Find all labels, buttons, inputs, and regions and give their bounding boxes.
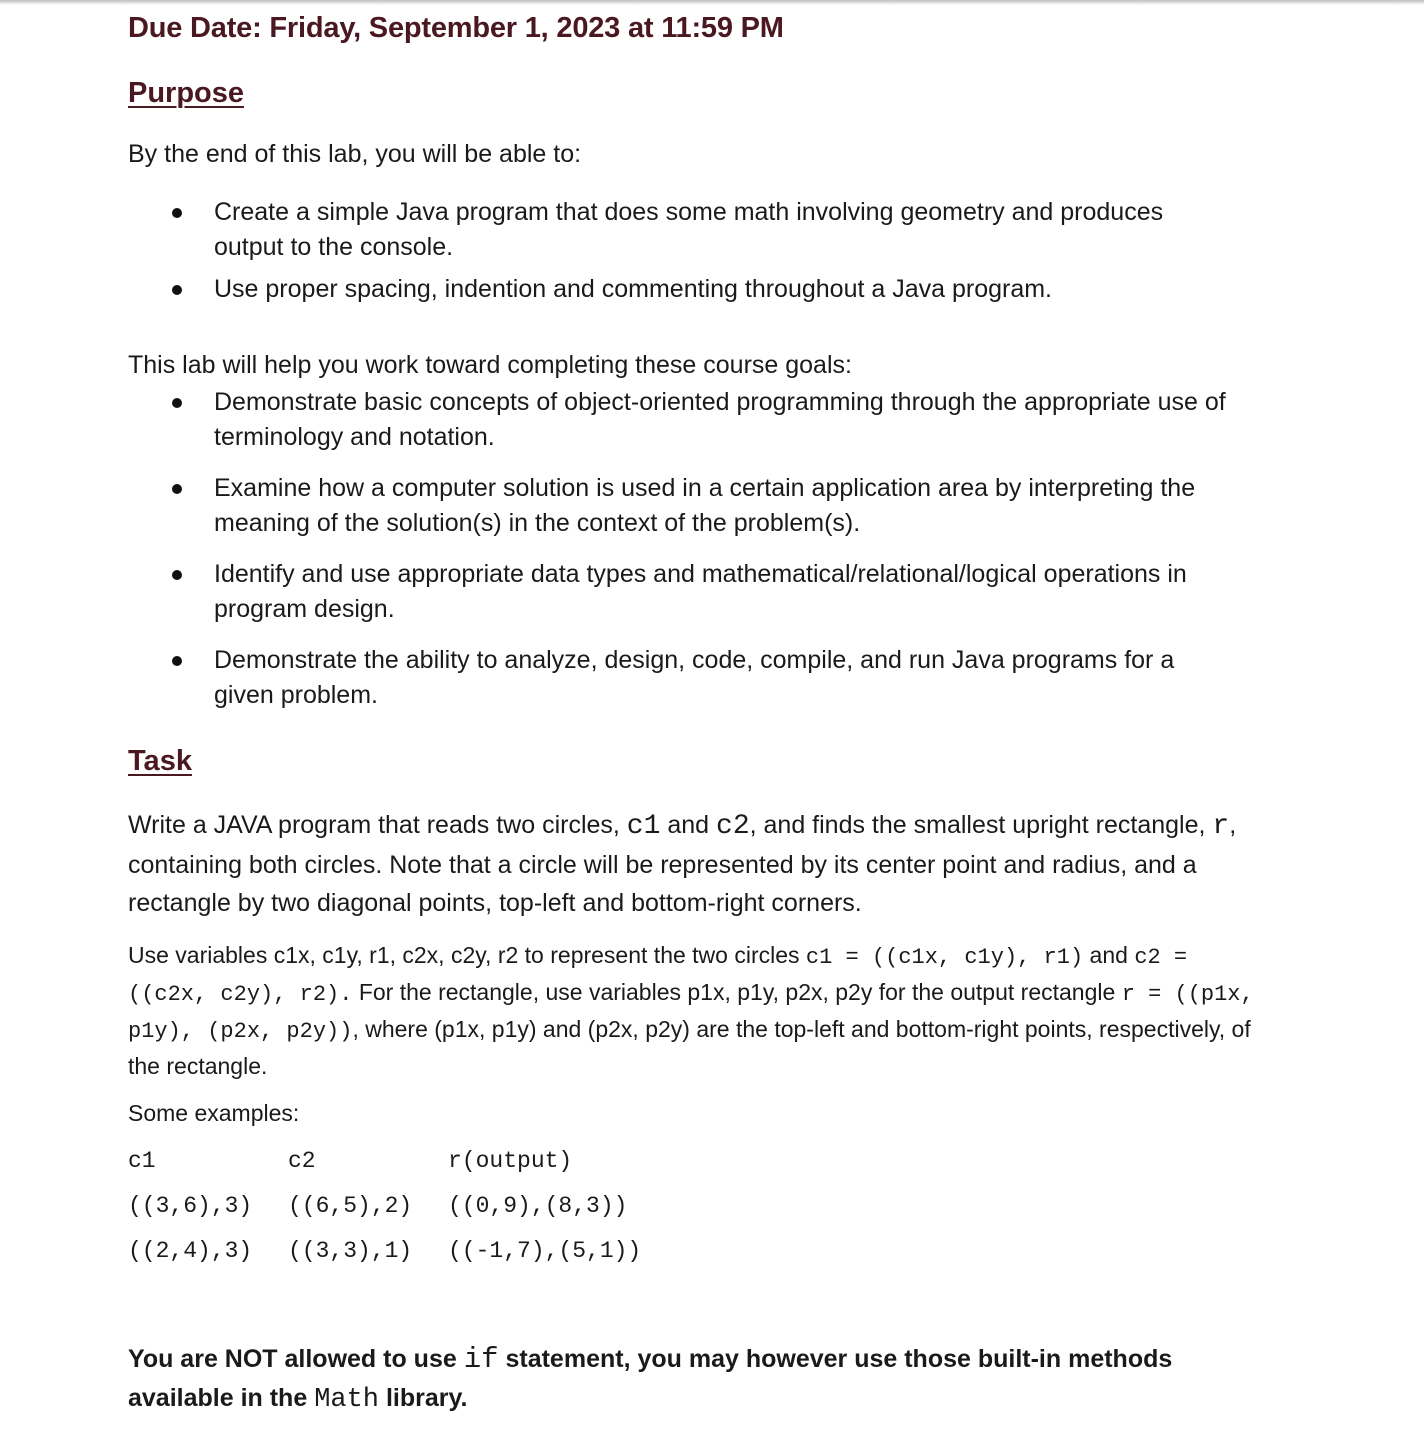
task-text: Write a JAVA program that reads two circles, (128, 811, 627, 839)
task-heading: Task (128, 745, 192, 777)
examples-label: Some examples: (128, 1100, 300, 1126)
purpose-list (174, 195, 1234, 307)
table-cell: ((2,4),3) (128, 1238, 253, 1264)
code-math: Math (314, 1385, 379, 1415)
task-text: and (660, 811, 717, 839)
list-item (174, 557, 1234, 627)
restriction-note (128, 1340, 1228, 1419)
task-text: , where (p1x, p1y) and (p2x, p2y) are the top-left and bottom-right points, respectively, of the rectangle. (128, 1016, 1251, 1079)
goals-intro: This lab will help you work toward completing these course goals: (128, 351, 852, 379)
list-item-text: Demonstrate basic concepts of object-oriented programming through the appropriate use of terminology and notation. (214, 388, 1226, 451)
bullet-icon (172, 570, 182, 580)
table-cell: ((6,5),2) (288, 1193, 413, 1219)
due-date: Due Date: Friday, September 1, 2023 at 11:59 PM (128, 12, 784, 44)
table-header-c2: c2 (288, 1148, 316, 1174)
goals-list (174, 385, 1234, 713)
code-c1: c1 (626, 811, 661, 842)
note-text: You are NOT allowed to use (128, 1345, 464, 1373)
code-c1-def: c1 = ((c1x, c1y), r1) (805, 945, 1084, 970)
note-text: library. (379, 1384, 468, 1412)
list-item (174, 195, 1234, 265)
purpose-intro: By the end of this lab, you will be able to: (128, 140, 582, 168)
task-text: and (1083, 942, 1135, 968)
bullet-icon (172, 285, 182, 295)
task-paragraph-2 (128, 938, 1268, 1084)
bullet-icon (172, 208, 182, 218)
table-cell: ((3,3),1) (288, 1238, 413, 1264)
bullet-icon (172, 398, 182, 408)
task-text: For the rectangle, use variables p1x, p1y, p2x, p2y for the output rectangle (352, 979, 1122, 1005)
code-c2-def: c2 = ((c2x, c2y), r2). (128, 945, 1188, 1007)
task-text: , and finds the smallest upright rectangle, (749, 811, 1213, 839)
code-r: r (1212, 811, 1230, 842)
table-header-c1: c1 (128, 1148, 156, 1174)
task-paragraph-1 (128, 806, 1238, 922)
table-cell: ((0,9),(8,3)) (448, 1193, 628, 1219)
list-item (174, 272, 1234, 307)
bullet-icon (172, 656, 182, 666)
list-item (174, 643, 1234, 713)
page-top-shadow (0, 0, 1424, 5)
purpose-heading: Purpose (128, 77, 245, 109)
table-cell: ((3,6),3) (128, 1193, 253, 1219)
list-item-text: Identify and use appropriate data types and mathematical/relational/logical operations in program design. (214, 560, 1187, 623)
list-item-text: Use proper spacing, indention and commenting throughout a Java program. (214, 275, 1053, 303)
list-item (174, 471, 1234, 541)
list-item-text: Examine how a computer solution is used in a certain application area by interpreting the meaning of the solution(s) in the context of the problem(s). (214, 474, 1196, 537)
list-item-text: Create a simple Java program that does some math involving geometry and produces output to the console. (214, 198, 1164, 261)
code-c2: c2 (716, 811, 750, 842)
list-item-text: Demonstrate the ability to analyze, design, code, compile, and run Java programs for a given problem. (214, 646, 1175, 709)
table-header-output: r(output) (448, 1148, 573, 1174)
note-text: statement, you may however use those built-in methods available in the (128, 1345, 1173, 1412)
code-if: if (463, 1343, 499, 1376)
list-item (174, 385, 1234, 455)
task-text: , containing both circles. Note that a circle will be represented by its center point and radius, and a rectangle by two diagonal points, top-left and bottom-right corners. (128, 811, 1237, 917)
task-text: Use variables c1x, c1y, r1, c2x, c2y, r2 to represent the two circles (128, 942, 806, 968)
code-r-def: r = ((p1x, p1y), (p2x, p2y)) (128, 982, 1254, 1044)
bullet-icon (172, 484, 182, 494)
table-cell: ((-1,7),(5,1)) (448, 1238, 642, 1264)
